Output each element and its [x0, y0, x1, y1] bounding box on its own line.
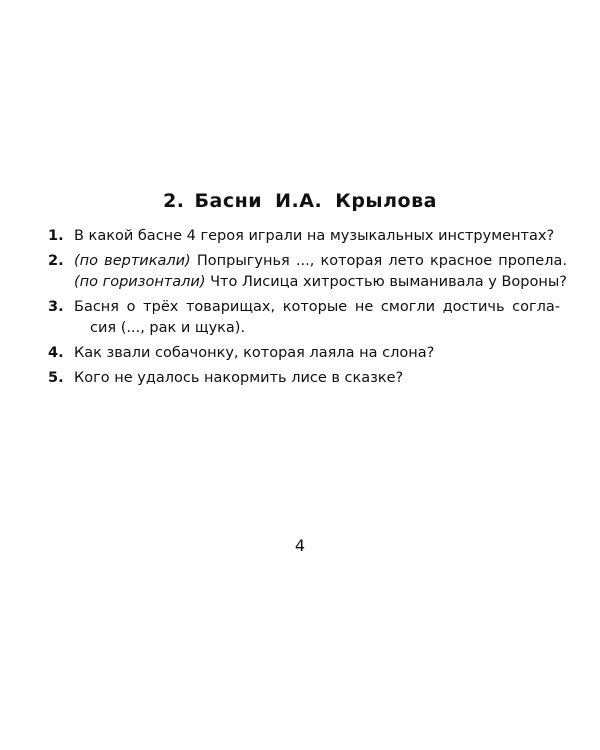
question-number: 5.	[48, 370, 64, 386]
question-number: 3.	[48, 299, 64, 315]
vertical-text: Попрыгунья ..., которая лето красное пропела.	[190, 253, 567, 269]
question-number: 1.	[48, 228, 64, 244]
horizontal-label: (по горизонтали)	[74, 274, 206, 290]
question-3	[48, 297, 560, 339]
question-2	[48, 251, 567, 293]
question-4	[48, 343, 560, 364]
question-line-2: сия (..., рак и щука).	[90, 320, 246, 336]
vertical-label: (по вертикали)	[74, 253, 191, 269]
section-heading: Басни И.А. Крылова	[194, 190, 437, 212]
question-text: Кого не удалось накормить лисе в сказке?	[74, 370, 404, 386]
question-text: В какой басне 4 героя играли на музыкальных инструментах?	[74, 228, 555, 244]
section-number: 2.	[163, 190, 185, 212]
question-text: Как звали собачонку, которая лаяла на слона?	[74, 345, 435, 361]
question-1	[48, 226, 560, 247]
question-line-horizontal	[74, 272, 567, 293]
section-title	[0, 190, 600, 212]
question-number: 2.	[48, 253, 64, 269]
page-number: 4	[294, 536, 306, 555]
question-number: 4.	[48, 345, 64, 361]
question-list	[48, 226, 567, 393]
horizontal-text: Что Лисица хитростью выманивала у Вороны?	[205, 274, 567, 290]
question-5	[48, 368, 560, 389]
question-line-1: Басня о трёх товарищах, которые не смогли достичь согла-	[74, 299, 560, 315]
question-line-vertical	[74, 251, 567, 272]
